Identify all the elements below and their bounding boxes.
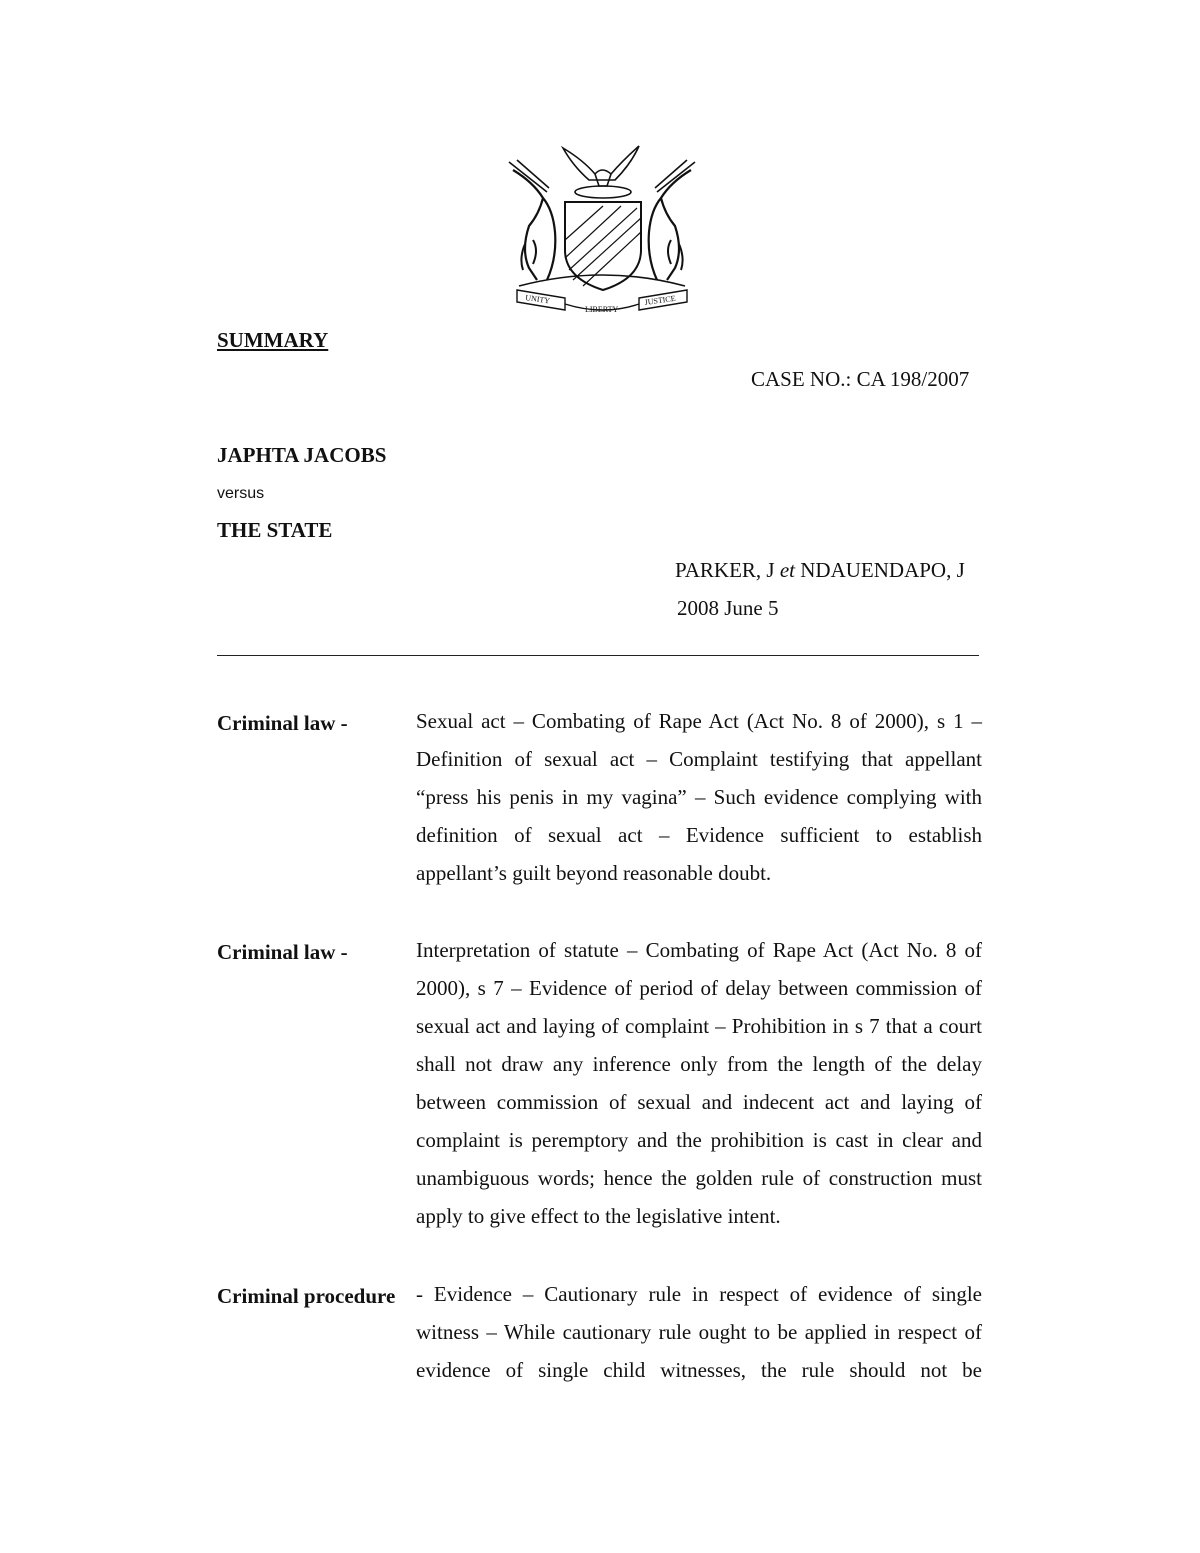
horizontal-divider [217,655,979,656]
respondent-name: THE STATE [217,518,333,542]
judge-2: NDAUENDAPO, J [795,558,965,582]
judges-line [675,560,965,581]
section-heading: Criminal law - [217,940,348,964]
appellant-name: JAPHTA JACOBS [217,443,387,467]
coat-of-arms-logo [503,140,701,318]
et-word: et [779,558,796,582]
versus-label: versus [217,485,265,502]
judge-1: PARKER, J [675,558,780,582]
svg-text:JUSTICE: JUSTICE [644,293,677,307]
svg-text:LIBERTY: LIBERTY [585,305,619,314]
section-heading: Criminal law - [217,711,348,735]
case-number: CASE NO.: CA 198/2007 [751,367,970,391]
summary-heading: SUMMARY [217,328,329,352]
section-text: Interpretation of statute – Combating of Rape Act (Act No. 8 of 2000), s 7 – Evidence of period of delay between commission of sexual act and laying of complaint – Prohibition in s 7 that a court shall not draw any inference only from the length of the delay between commission of sexual and indecent act and laying of complaint is peremptory and the prohibition is cast in clear and unambiguous words; hence the golden rule of construction must apply to give effect to the legislative intent. [416,938,982,1228]
svg-text:UNITY: UNITY [524,293,551,306]
section-heading: Criminal procedure [217,1284,396,1308]
section-text: Sexual act – Combating of Rape Act (Act No. 8 of 2000), s 1 – Definition of sexual act – Complaint testifying that appellant “press his penis in my vagina” – Such evidence complying with definition of sexual act – Evidence sufficient to establish appellant’s guilt beyond reasonable doubt. [416,709,982,885]
section-text: - Evidence – Cautionary rule in respect of evidence of single witness – While cautionary rule ought to be applied in respect of evidence of single child witnesses, the rule should not be [416,1282,982,1382]
judgment-date: 2008 June 5 [677,596,779,620]
